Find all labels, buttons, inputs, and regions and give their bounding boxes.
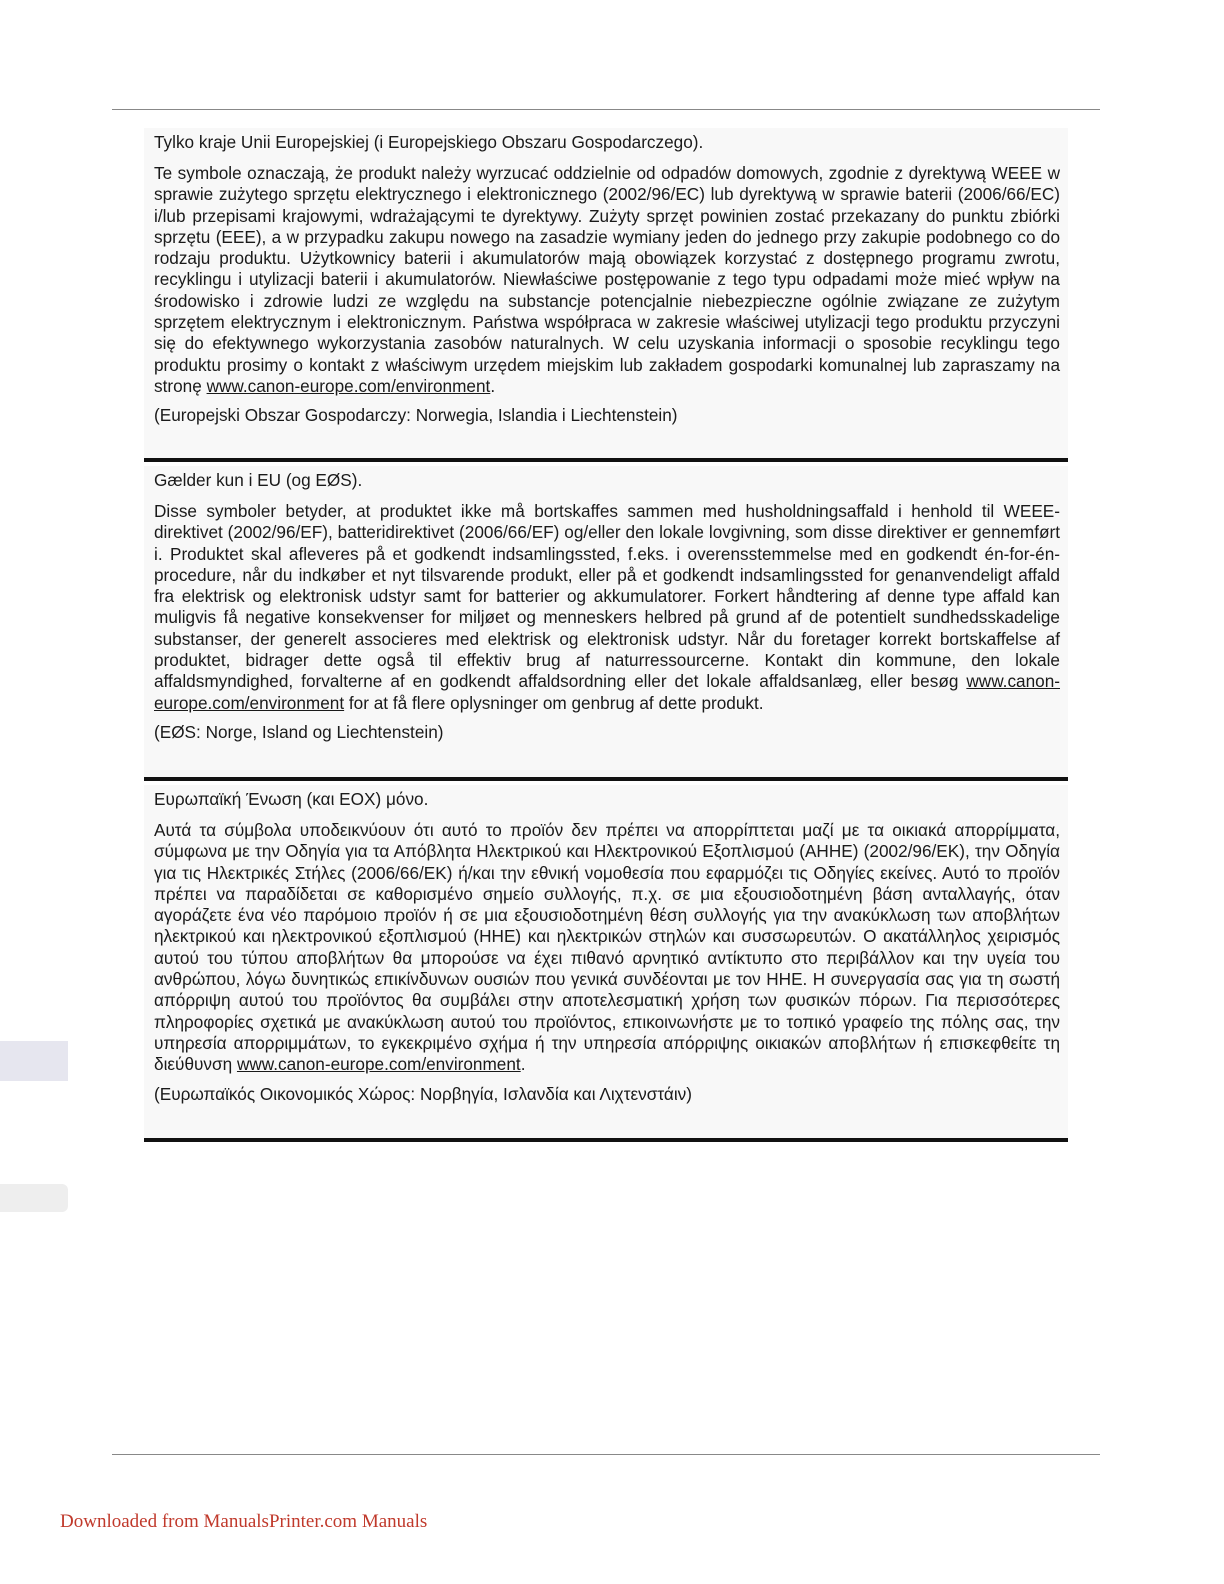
- section-note: (EØS: Norge, Island og Liechtenstein): [154, 721, 444, 742]
- environment-link[interactable]: www.canon-europe.com/environment: [154, 671, 1060, 713]
- top-rule: [112, 109, 1100, 110]
- section-greek: [144, 785, 1068, 1142]
- environment-link[interactable]: www.canon-europe.com/environment: [236, 1054, 521, 1075]
- section-heading: Ευρωπαϊκή Ένωση (και ΕΟΧ) μόνο.: [154, 789, 429, 809]
- section-heading: Tylko kraje Unii Europejskiej (i Europejskiego Obszaru Gospodarczego).: [154, 132, 704, 152]
- section-danish: [144, 466, 1068, 781]
- section-body: Te symbole oznaczają, że produkt należy wyrzucać oddzielnie od odpadów domowych, zgodnie z dyrektywą WEEE w sprawie zużytego sprzętu elektrycznego i elektronicznego (2002/96/EC) lub dyrektywą w sprawie baterii (2006/66/EC) i/lub przepisami krajowymi, wdrażającymi te dyrektywy. Zużyty sprzęt powinien zostać przekazany do punktu zbiórki sprzętu (EEE), a w przypadku zakupu nowego na zasadzie wymiany jeden do jednego przy zakupie podobnego co do rodzaju produktu. Użytkownicy baterii i akumulatorów mają obowiązek korzystać z dostępnego programu zwrotu, recyklingu i utylizacji baterii i akumulatorów. Niewłaściwe postępowanie z tego typu odpadami może mieć wpływ na środowisko i zdrowie ludzi ze względu na substancje potencjalnie niebezpieczne ogólnie związane ze zużytym sprzętem elektrycznym i elektronicznym. Państwa współpraca w zakresie właściwej utylizacji tego produktu przyczyni się do efektywnego wykorzystania zasobów naturalnych. W celu uzyskania informacji o sposobie recyklingu tego produktu prosimy o kontakt z właściwym urzędem miejskim lub zakładem gospodarki komunalnej lub zapraszamy na stronę www.canon-europe.com/environment.: [154, 163, 1060, 396]
- section-note: (Europejski Obszar Gospodarczy: Norwegia, Islandia i Liechtenstein): [154, 405, 678, 426]
- side-tab-marker: [0, 1041, 68, 1081]
- bottom-rule: [112, 1454, 1100, 1455]
- environment-link[interactable]: www.canon-europe.com/environment: [206, 375, 491, 396]
- section-polish: [144, 128, 1068, 462]
- section-heading: Gælder kun i EU (og EØS).: [154, 470, 363, 490]
- section-body: Disse symboler betyder, at produktet ikke må bortskaffes sammen med husholdningsaffald i henhold til WEEE-direktivet (2002/96/EF), batteridirektivet (2006/66/EF) og/eller den lokale lovgivning, som disse direktiver er gennemført i. Produktet skal afleveres på et godkendt indsamlingssted, f.eks. i overensstemmelse med en godkendt én-for-én-procedure, når du indkøber et nyt tilsvarende produkt, eller på et godkendt indsamlingssted for genanvendeligt affald fra elektrisk og elektronisk udstyr samt for batterier og akkumulatorer. Forkert håndtering af denne type affald kan muligvis få negative konsekvenser for miljøet og menneskers helbred på grund af de potentielt sundhedsskadelige substanser, der generelt associeres med elektrisk og elektronisk udstyr. Når du foretager korrekt bortskaffelse af produktet, bidrager dette også til effektiv brug af naturressourcerne. Kontakt din kommune, den lokale affaldsmyndighed, forvalterne af en godkendt affaldsordning eller det lokale affaldsanlæg, eller besøg www.canon-europe.com/environment for at få flere oplysninger om genbrug af dette produkt.: [154, 501, 1060, 713]
- side-tab-marker: [0, 1184, 68, 1212]
- section-body: Αυτά τα σύμβολα υποδεικνύουν ότι αυτό το προϊόν δεν πρέπει να απορρίπτεται μαζί με τα οικιακά απορρίμματα, σύμφωνα με την Οδηγία για τα Απόβλητα Ηλεκτρικού και Ηλεκτρονικού Εξοπλισμού (ΑΗΗΕ) (2002/96/ΕΚ), την Οδηγία για τις Ηλεκτρικές Στήλες (2006/66/ΕΚ) ή/και την εθνική νομοθεσία που εφαρμόζει τις Οδηγίες εκείνες. Αυτό το προϊόν πρέπει να παραδίδεται σε καθορισμένο σημείο συλλογής, π.χ. σε μια εξουσιοδοτημένη βάση ανταλλαγής, όταν αγοράζετε ένα νέο παρόμοιο προϊόν ή σε μια εξουσιοδοτημένη θέση συλλογής για την ανακύκλωση των αποβλήτων ηλεκτρικού και ηλεκτρονικού εξοπλισμού (ΗΗΕ) και ηλεκτρικών στηλών και συσσωρευτών. Ο ακατάλληλος χειρισμός αυτού του τύπου αποβλήτων θα μπορούσε να έχει πιθανό αρνητικό αντίκτυπο στο περιβάλλον και την υγεία του ανθρώπου, λόγω δυνητικώς επικίνδυνων ουσιών που γενικά συνδέονται με τον ΗΗΕ. Η συνεργασία σας για τη σωστή απόρριψη αυτού του προϊόντος θα συμβάλει στην αποτελεσματική χρήση των φυσικών πόρων. Για περισσότερες πληροφορίες σχετικά με ανακύκλωση αυτού του προϊόντος, επικοινωνήστε με το τοπικό γραφείο της πόλης σας, την υπηρεσία απορριμμάτων, το εγκεκριμένο σχήμα ή την υπηρεσία απόρριψης οικιακών αποβλήτων ή επισκεφθείτε τη διεύθυνση www.canon-europe.com/environment.: [154, 820, 1060, 1075]
- section-note: (Ευρωπαϊκός Οικονομικός Χώρος: Νορβηγία, Ισλανδία και Λιχτενστάιν): [154, 1083, 692, 1104]
- download-source-link[interactable]: Downloaded from ManualsPrinter.com Manuals: [60, 1511, 428, 1532]
